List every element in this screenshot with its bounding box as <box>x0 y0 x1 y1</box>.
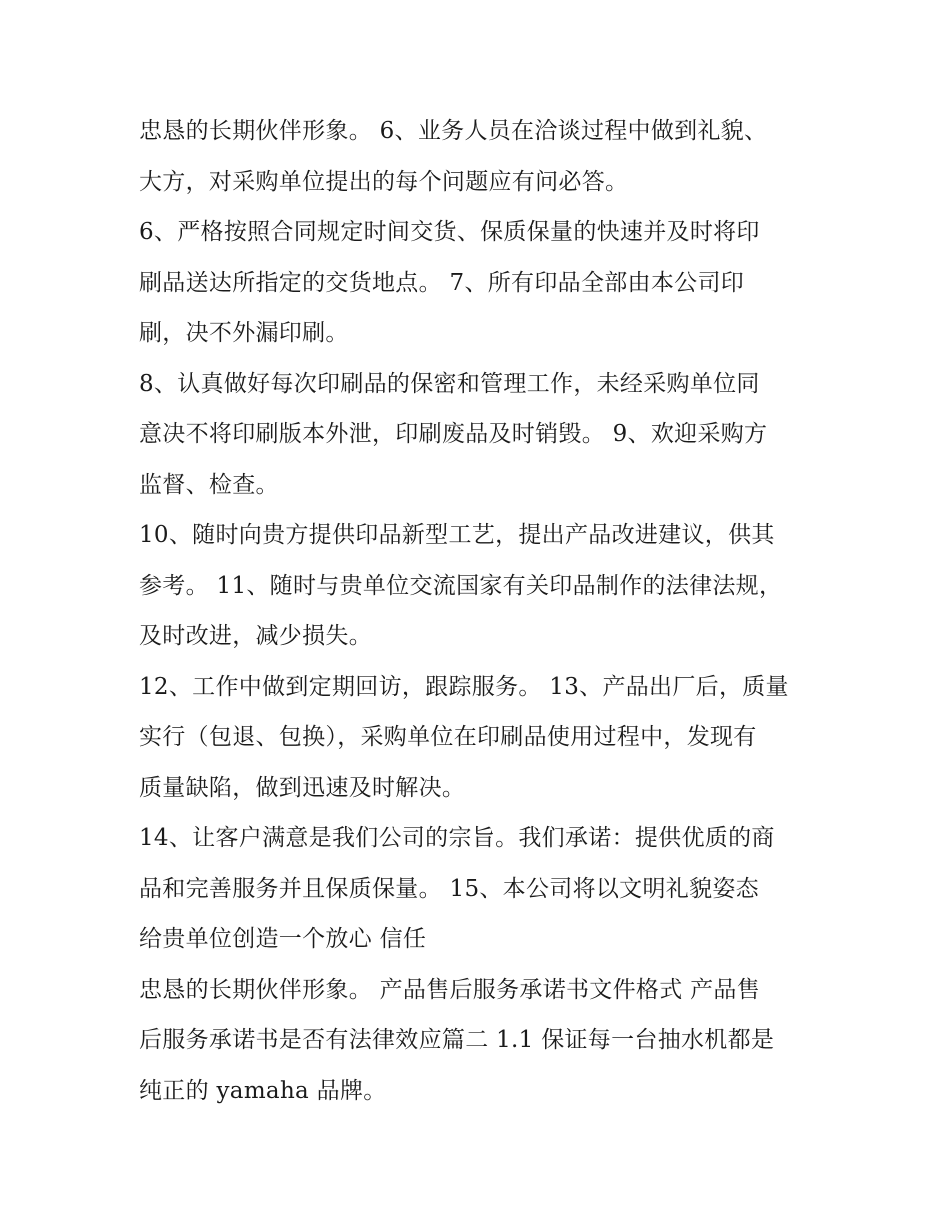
text-line: 大方，对采购单位提出的每个问题应有问必答。 <box>139 168 629 195</box>
text-line: 8、认真做好每次印刷品的保密和管理工作，未经采购单位同 <box>139 370 760 397</box>
text-line: 10、随时向贵方提供印品新型工艺，提出产品改进建议，供其 <box>139 522 775 548</box>
text-line: 质量缺陷，做到迅速及时解决。 <box>139 774 466 801</box>
text-line: 监督、检查。 <box>139 471 279 498</box>
text-line: 后服务承诺书是否有法律效应篇二 1.1 保证每一台抽水机都是 <box>139 1027 775 1053</box>
text-line: 12、工作中做到定期回访，跟踪服务。 13、产品出厂后，质量 <box>139 673 789 700</box>
document-body <box>139 106 819 1116</box>
text-line: 忠恳的长期伙伴形象。 产品售后服务承诺书文件格式 产品售 <box>139 976 761 1003</box>
text-line: 及时改进，减少损失。 <box>139 623 372 649</box>
text-line: 6、严格按照合同规定时间交货、保质保量的快速并及时将印 <box>139 219 760 245</box>
text-line: 忠恳的长期伙伴形象。 6、业务人员在洽谈过程中做到礼貌、 <box>139 118 768 144</box>
text-line: 纯正的 yamaha 品牌。 <box>139 1077 387 1104</box>
text-line: 刷品送达所指定的交货地点。 7、所有印品全部由本公司印 <box>139 269 745 296</box>
text-line: 参考。 11、随时与贵单位交流国家有关印品制作的法律法规， <box>139 572 783 599</box>
text-line: 意决不将印刷版本外泄，印刷废品及时销毁。 9、欢迎采购方 <box>139 421 768 447</box>
text-line: 品和完善服务并且保质保量。 15、本公司将以文明礼貌姿态 <box>139 875 759 902</box>
text-line: 实行（包退、包换），采购单位在印刷品使用过程中，发现有 <box>139 724 757 750</box>
text-line: 14、让客户满意是我们公司的宗旨。我们承诺：提供优质的商 <box>139 825 775 851</box>
text-line: 刷，决不外漏印刷。 <box>139 320 349 346</box>
text-line: 给贵单位创造一个放心 信任 <box>139 926 427 952</box>
